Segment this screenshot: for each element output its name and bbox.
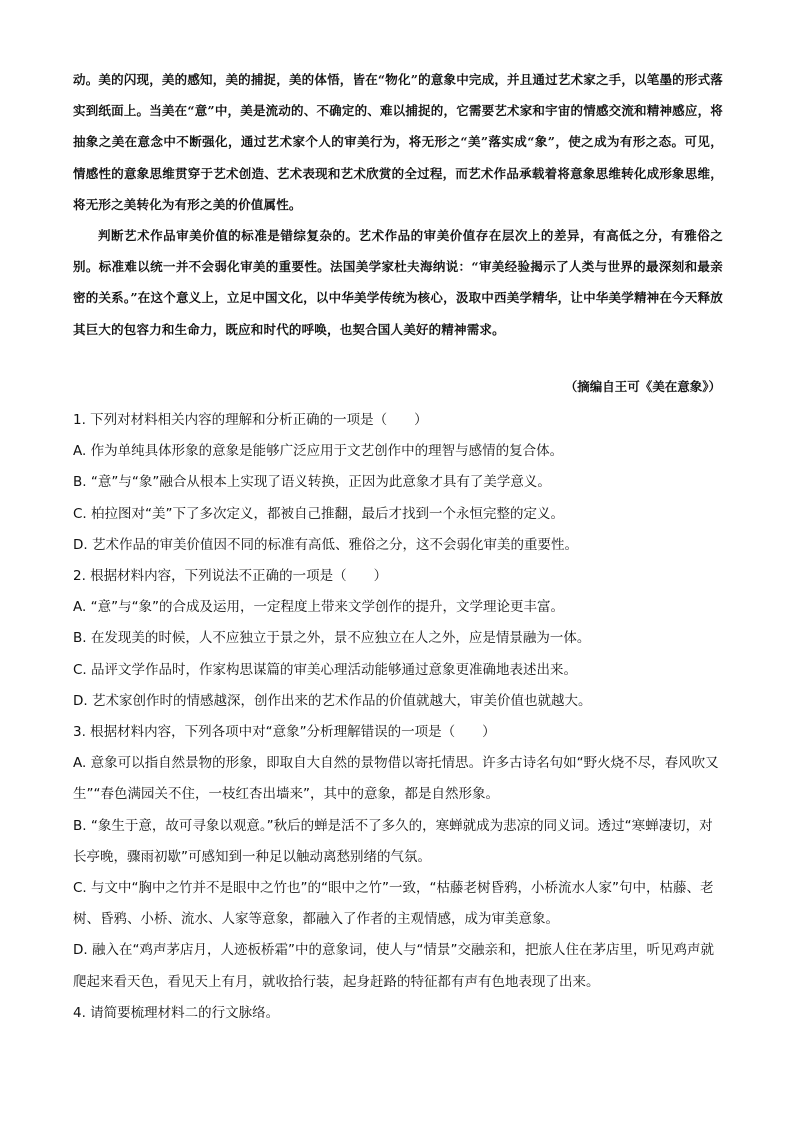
question-stem: 3. 根据材料内容，下列各项中对“意象”分析理解错误的一项是（ ） [73,724,496,741]
passage-paragraph-2: 判断艺术作品审美价值的标准是错综复杂的。艺术作品的审美价值存在层次上的差异，有高低之分，有雅俗之别。标准难以统一并不会弱化审美的重要性。法国美学家杜夫海纳说：“审美经验揭示了人类与世界的最深刻和最亲密的关系。”在这个意义上，立足中国文化，以中华美学传统为核心，汲取中西美学精华，让中华美学精神在今天释放其巨大的包容力和生命力，既应和时代的呼唤，也契合国人美好的精神需求。 [73,228,723,337]
option-d: D. 艺术家创作时的情感越深，创作出来的艺术作品的价值就越大，审美价值也就越大。 [73,692,592,709]
option-c: C. 柏拉图对“美”下了多次定义，都被自己推翻，最后才找到一个永恒完整的定义。 [73,505,564,522]
question-2 [73,561,723,717]
option-b: B. 在发现美的时候，人不应独立于景之外，景不应独立在人之外，应是情景融为一体。 [73,630,591,647]
option-c: C. 品评文学作品时，作家构思谋篇的审美心理活动能够通过意象更准确地表述出来。 [73,661,578,678]
option-a: A. 作为单纯具体形象的意象是能够广泛应用于文艺创作中的理智与感情的复合体。 [73,443,564,460]
option-c: C. 与文中“胸中之竹并不是眼中之竹也”的“眼中之竹”一致，“枯藤老树昏鸦，小桥流水人家”句中，枯藤、老树、昏鸦、小桥、流水、人家等意象，都融入了作者的主观情感，成为审美意象。 [73,880,714,928]
option-d: D. 融入在“鸡声茅店月，人迹板桥霜”中的意象词，使人与“情景”交融亲和，把旅人住在茅店里，听见鸡声就爬起来看天色，看见天上有月，就收拾行装，起身赶路的特征都有声有色地表现了出来。 [73,942,714,990]
question-3 [73,717,723,998]
question-4 [73,998,723,1029]
question-stem: 2. 根据材料内容，下列说法不正确的一项是（ ） [73,568,388,585]
option-a: A. “意”与“象”的合成及运用，一定程度上带来文学创作的提升，文学理论更丰富。 [73,599,565,616]
option-d: D. 艺术作品的审美价值因不同的标准有高低、雅俗之分，这不会弱化审美的重要性。 [73,536,578,553]
passage-source: （摘编自王可《美在意象》） [564,379,721,394]
passage-paragraph-1: 动。美的闪现，美的感知，美的捕捉，美的体悟，皆在“物化”的意象中完成，并且通过艺术家之手，以笔墨的形式落实到纸面上。当美在“意”中，美是流动的、不确定的、难以捕捉的，它需要艺术家和宇宙的情感交流和精神感应，将抽象之美在意念中不断强化，通过艺术家个人的审美行为，将无形之“美”落实成“象”，使之成为有形之态。可见，情感性的意象思维贯穿于艺术创造、艺术表现和艺术欣赏的全过程，而艺术作品承载着将意象思维转化成形象思维，将无形之美转化为有形之美的价值属性。 [73,72,723,212]
question-stem: 4. 请简要梳理材料二的行文脉络。 [73,1004,280,1021]
option-a: A. 意象可以指自然景物的形象，即取自大自然的景物借以寄托情思。许多古诗名句如“野火烧不尽，春风吹又生”“春色满园关不住，一枝红杏出墙来”，其中的意象，都是自然形象。 [73,755,719,803]
question-list [73,405,723,1029]
option-b: B. “象生于意，故可寻象以观意。”秋后的蝉是活不了多久的，寒蝉就成为悲凉的同义词。透过“寒蝉凄切，对长亭晚，骤雨初歇”可感知到一种足以触动离愁别绪的气氛。 [73,817,713,865]
question-stem: 1. 下列对材料相关内容的理解和分析正确的一项是（ ） [73,412,428,428]
option-b: B. “意”与“象”融合从根本上实现了语义转换，正因为此意象才具有了美学意义。 [73,474,551,491]
reading-passage [73,64,723,345]
question-1 [73,405,723,561]
